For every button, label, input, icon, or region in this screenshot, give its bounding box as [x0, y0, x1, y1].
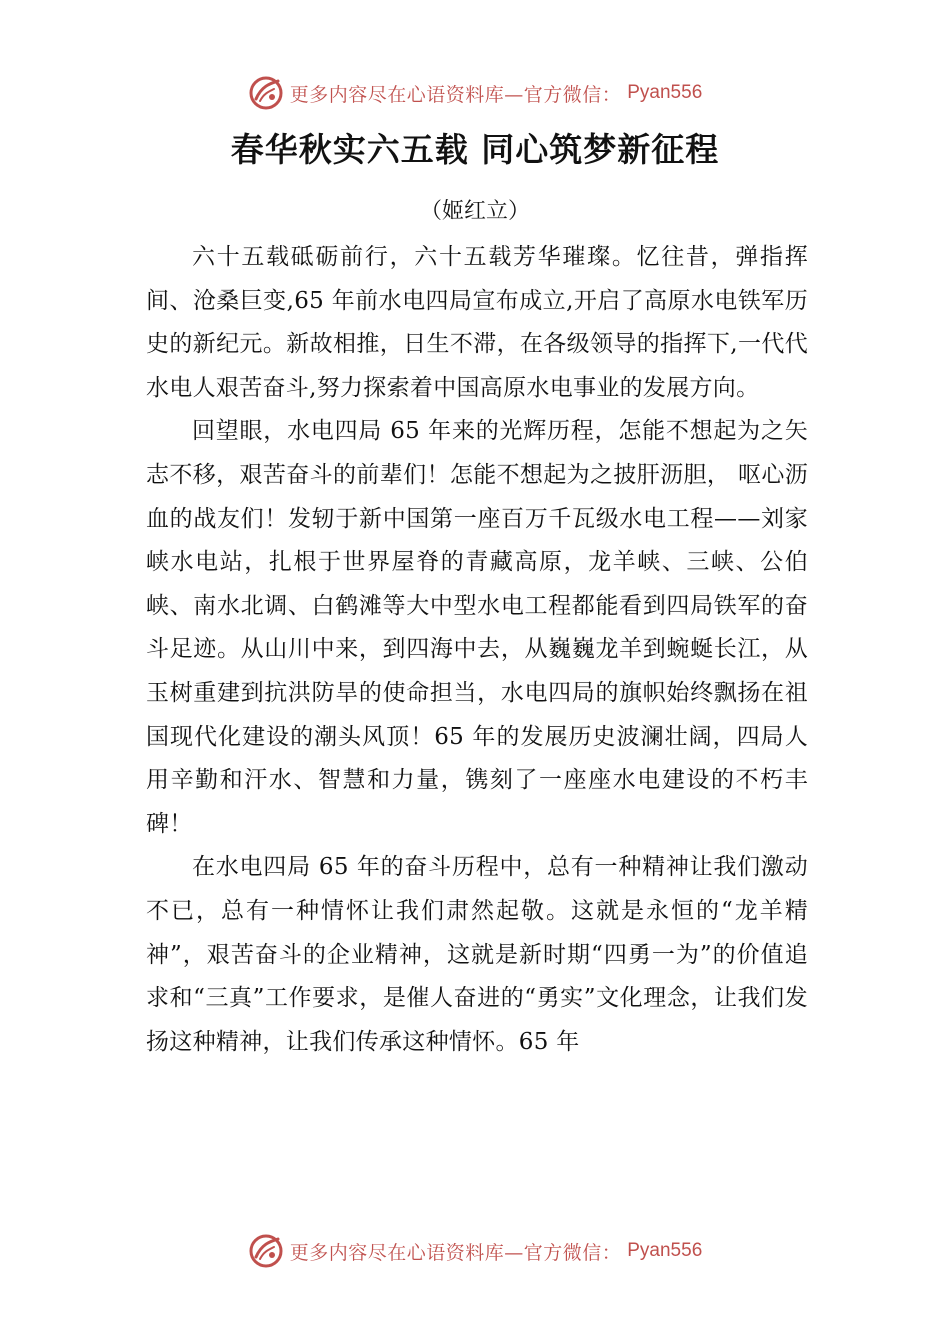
header-watermark: [0, 70, 950, 116]
library-logo-icon: [248, 1233, 284, 1269]
paragraph-1: 六十五载砥砺前行，六十五载芳华璀璨。忆往昔，弹指挥间、沧桑巨变,65 年前水电四局宣布成立,开启了高原水电铁军历史的新纪元。新故相推，日生不滞，在各级领导的指挥下,一代代水电人艰苦奋斗,努力探索着中国高原水电事业的发展方向。: [146, 244, 808, 401]
paragraph-2: 回望眼，水电四局 65 年来的光辉历程，怎能不想起为之矢志不移，艰苦奋斗的前辈们！怎能不想起为之披肝沥胆， 呕心沥血的战友们！发轫于新中国第一座百万千瓦级水电工程——刘家峡水电站，扎根于世界屋脊的青藏高原，龙羊峡、三峡、公伯峡、南水北调、白鹤滩等大中型水电工程都能看到四局铁军的奋斗足迹。从山川中来，到四海中去，从巍巍龙羊到蜿蜒长江，从玉树重建到抗洪防旱的使命担当，水电四局的旗帜始终飘扬在祖国现代化建设的潮头风顶！65 年的发展历史波澜壮阔，四局人用辛勤和汗水、智慧和力量，镌刻了一座座水电建设的不朽丰碑！: [146, 418, 808, 837]
article-body: [146, 236, 808, 1064]
watermark-wechat-id: Pyan556: [627, 82, 703, 103]
watermark-wechat-id: Pyan556: [627, 1240, 703, 1261]
watermark-text: 更多内容尽在心语资料库—官方微信：: [289, 1241, 622, 1264]
library-logo-icon: [248, 75, 284, 111]
page-title: 春华秋实六五载 同心筑梦新征程: [230, 130, 720, 169]
footer-watermark: [0, 1228, 950, 1274]
author-line: （姬红立）: [419, 199, 530, 224]
watermark-text: 更多内容尽在心语资料库—官方微信：: [289, 83, 622, 106]
paragraph-3: 在水电四局 65 年的奋斗历程中，总有一种精神让我们激动不已，总有一种情怀让我们肃然起敬。这就是永恒的“龙羊精神”，艰苦奋斗的企业精神，这就是新时期“四勇一为”的价值追求和“三真”工作要求，是催人奋进的“勇实”文化理念，让我们发扬这种精神，让我们传承这种情怀。65 年: [146, 854, 808, 1055]
